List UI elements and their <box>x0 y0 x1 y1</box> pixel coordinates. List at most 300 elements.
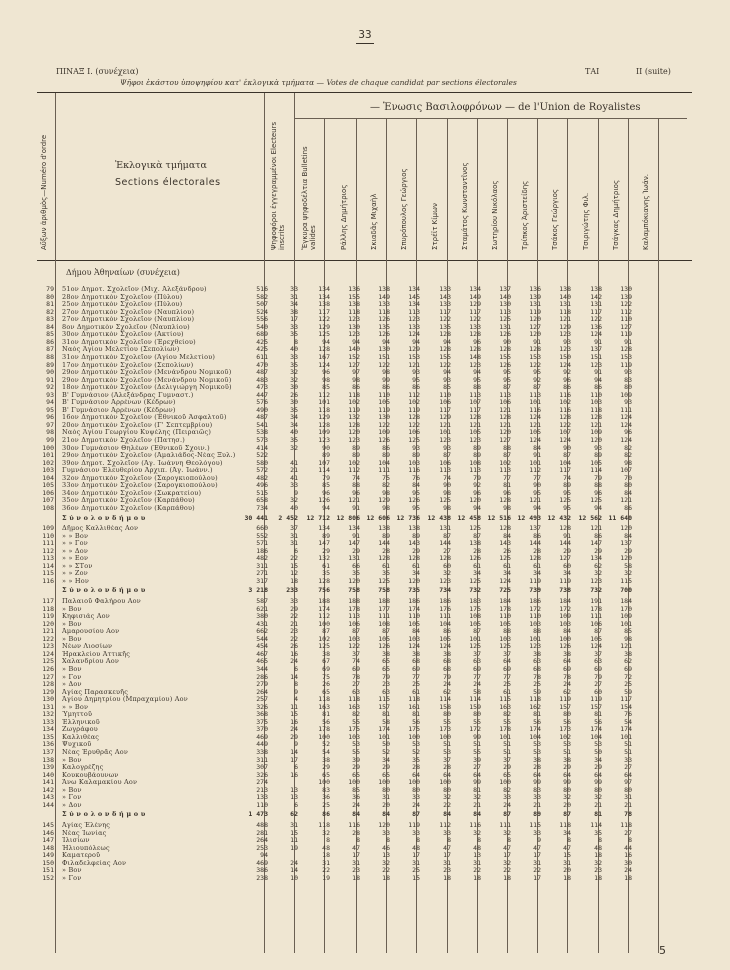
section-name: » » Δον <box>62 547 89 555</box>
row-number: 138 <box>42 755 54 764</box>
candidate-header: Ράλλης Δημήτριος <box>340 184 348 250</box>
cell-value: 84 <box>533 443 541 452</box>
cell-value: 66 <box>352 561 360 570</box>
cell-value: 758 <box>378 586 390 595</box>
cell-value: 48 <box>322 843 330 852</box>
table-top-rule <box>37 92 692 93</box>
cell-value: 34 <box>412 569 420 578</box>
cell-value: 40 <box>290 503 298 512</box>
cell-value: 118 <box>590 405 602 414</box>
cell-value: 21 <box>290 619 298 628</box>
row-number: 106 <box>42 488 54 497</box>
cell-value: 580 <box>256 458 268 467</box>
row-number: 144 <box>42 800 54 809</box>
cell-value: 121 <box>590 420 602 429</box>
cell-value: 6 <box>294 546 298 555</box>
cell-value: 140 <box>348 345 360 354</box>
cell-value: 176 <box>439 604 451 613</box>
cell-value: 27 <box>624 828 632 837</box>
cell-value: 118 <box>559 820 571 829</box>
section-name: Ἀγίας Ἐλένης <box>62 821 111 829</box>
cell-value: 116 <box>469 820 481 829</box>
cell-value: 127 <box>348 360 360 369</box>
cell-value: 116 <box>559 390 571 399</box>
cell-value: 138 <box>590 285 602 293</box>
cell-value: 12 562 <box>578 513 602 522</box>
row-number: 141 <box>42 778 54 787</box>
cell-value: 538 <box>256 428 268 437</box>
cell-value: 95 <box>563 488 571 497</box>
row-number: 89 <box>46 360 54 369</box>
cell-value: 78 <box>624 810 632 819</box>
cell-value: 95 <box>412 488 420 497</box>
cell-value: 52 <box>322 740 330 749</box>
row-number: 101 <box>42 451 54 460</box>
cell-value: 13 <box>290 785 298 794</box>
cell-value: 68 <box>443 664 451 673</box>
cell-value: 129 <box>378 496 390 505</box>
cell-value: 6 <box>294 800 298 809</box>
cell-value: 135 <box>378 322 390 331</box>
cell-value: 65 <box>382 657 390 666</box>
cell-value: 725 <box>499 586 511 595</box>
cell-value: 515 <box>256 488 268 497</box>
cell-value: 127 <box>529 322 541 331</box>
cell-value: 149 <box>378 292 390 301</box>
cell-value: 496 <box>256 481 268 490</box>
cell-value: 54 <box>624 717 632 726</box>
cell-value: 86 <box>412 383 420 392</box>
cell-value: 87 <box>563 810 571 819</box>
section-name: Καλογρέζης <box>62 764 104 772</box>
cell-value: 96 <box>473 337 481 346</box>
cell-value: 24 <box>443 680 451 689</box>
section-name: Ναὸς Ἁγίου Μελετίου (Σεπολίων) <box>62 346 180 354</box>
cell-value: 80 <box>624 481 632 490</box>
cell-value: 138 <box>408 524 420 533</box>
cell-value: 138 <box>469 539 481 548</box>
cell-value: 121 <box>499 405 511 414</box>
cell-value: 23 <box>443 866 451 875</box>
cell-value: 467 <box>256 649 268 658</box>
cell-value: 36 <box>352 793 360 802</box>
cell-value: 82 <box>624 451 632 460</box>
cell-value: 18 <box>443 873 451 882</box>
cell-value: 68 <box>533 664 541 673</box>
cell-value: 117 <box>590 307 602 316</box>
cell-value: 178 <box>318 725 330 734</box>
cell-value: 93 <box>443 375 451 384</box>
cell-value: 20 <box>382 800 390 809</box>
cell-value: 95 <box>503 368 511 377</box>
cell-value: 120 <box>469 496 481 505</box>
cell-value: 172 <box>559 604 571 613</box>
cell-value: 140 <box>559 292 571 301</box>
table-row <box>0 794 730 802</box>
cell-value: 157 <box>378 702 390 711</box>
cell-value: 91 <box>563 531 571 540</box>
cell-value: 121 <box>439 420 451 429</box>
cell-value: 87 <box>352 627 360 636</box>
cell-value: 64 <box>594 770 602 779</box>
cell-value: 60 <box>594 687 602 696</box>
cell-value: 188 <box>348 597 360 605</box>
table-row <box>0 837 730 845</box>
cell-value: 54 <box>322 748 330 756</box>
cell-value: 110 <box>529 612 541 621</box>
cell-value: 17 <box>443 851 451 860</box>
section-name: Ἐλληνικοῦ <box>62 718 100 726</box>
cell-value: 524 <box>256 307 268 316</box>
cell-value: 32 <box>322 828 330 837</box>
cell-value: 38 <box>563 649 571 658</box>
row-number: 122 <box>42 634 54 643</box>
col-head-sections-fr: Sections électorales <box>115 177 221 188</box>
header-left: ΠΙΝΑΞ I. (συνέχεια) <box>56 67 139 76</box>
cell-value: 36 <box>322 793 330 802</box>
cell-value: 81 <box>503 481 511 490</box>
cell-value: 119 <box>559 576 571 585</box>
cell-value: 38 <box>290 307 298 316</box>
section-name: » » Βον <box>62 703 89 711</box>
cell-value: 93 <box>443 443 451 452</box>
cell-value: 105 <box>590 458 602 467</box>
cell-value: 130 <box>378 345 390 354</box>
row-number: 94 <box>46 398 54 407</box>
section-name: Ἀγίας Παρασκευῆς <box>62 688 129 696</box>
table-row <box>0 666 730 674</box>
cell-value: 24 <box>473 680 481 689</box>
cell-value: 35 <box>352 569 360 578</box>
cell-value: 105 <box>378 634 390 643</box>
cell-value: 38 <box>322 649 330 658</box>
cell-value: 53 <box>443 748 451 756</box>
cell-value: 174 <box>620 725 632 734</box>
row-number: 121 <box>42 627 54 636</box>
cell-value: 122 <box>318 315 330 324</box>
cell-value: 110 <box>620 315 632 324</box>
cell-value: 122 <box>469 315 481 324</box>
cell-value: 10 <box>290 873 298 882</box>
row-number: 96 <box>46 413 54 422</box>
cell-value: 29 <box>503 763 511 772</box>
cell-value: 122 <box>348 642 360 651</box>
cell-value: 23 <box>352 866 360 875</box>
cell-value: 14 <box>290 672 298 681</box>
cell-value: 84 <box>503 531 511 540</box>
cell-value: 18 <box>322 851 330 860</box>
cell-value: 47 <box>352 843 360 852</box>
row-number: 95 <box>46 405 54 414</box>
cell-value: 22 <box>290 554 298 563</box>
cell-value: 123 <box>590 576 602 585</box>
cell-value: 33 <box>290 481 298 490</box>
cell-value: 32 <box>624 569 632 578</box>
row-number: 127 <box>42 672 54 681</box>
cell-value: 311 <box>256 755 268 764</box>
cell-value: 99 <box>563 778 571 787</box>
section-name: » » Βον <box>62 532 89 540</box>
cell-value: 138 <box>559 285 571 293</box>
table-row <box>0 422 730 430</box>
cell-value: 80 <box>382 785 390 794</box>
cell-value: 34 <box>382 755 390 764</box>
cell-value: 79 <box>443 672 451 681</box>
cell-value: 53 <box>412 740 420 749</box>
cell-value: 128 <box>499 496 511 505</box>
cell-value: 31 <box>412 858 420 867</box>
cell-value: 105 <box>469 428 481 437</box>
cell-value: 15 <box>290 561 298 570</box>
cell-value: 449 <box>256 740 268 749</box>
table-row <box>0 734 730 742</box>
cell-value: 126 <box>378 642 390 651</box>
cell-value: 8 <box>507 836 511 845</box>
cell-value: 120 <box>499 428 511 437</box>
cell-value: 103 <box>559 619 571 628</box>
row-number: 150 <box>42 858 54 867</box>
section-name: » Γον <box>62 874 82 882</box>
cell-value: 28 <box>533 763 541 772</box>
cell-value: 133 <box>408 322 420 331</box>
row-number: 149 <box>42 851 54 860</box>
cell-value: 77 <box>503 672 511 681</box>
cell-value: 29 <box>352 763 360 772</box>
cell-value: 127 <box>559 554 571 563</box>
cell-value: 124 <box>408 642 420 651</box>
cell-value: 170 <box>620 604 632 613</box>
row-number: 82 <box>46 307 54 316</box>
table-row <box>0 377 730 385</box>
cell-value: 124 <box>318 360 330 369</box>
cell-value: 38 <box>563 755 571 764</box>
cell-value: 111 <box>499 820 511 829</box>
section-name: » » Γον <box>62 540 88 548</box>
cell-value: 734 <box>439 586 451 595</box>
cell-value: 29 <box>322 763 330 772</box>
table-row <box>0 845 730 853</box>
cell-value: 99 <box>473 778 481 787</box>
cell-value: 157 <box>590 702 602 711</box>
cell-value: 40 <box>290 428 298 437</box>
cell-value: 143 <box>499 539 511 548</box>
cell-value: 16 <box>290 770 298 779</box>
cell-value: 24 <box>290 858 298 867</box>
cell-value: 22 <box>382 866 390 875</box>
cell-value: 98 <box>443 488 451 497</box>
cell-value: 110 <box>499 612 511 621</box>
cell-value: 115 <box>499 695 511 704</box>
cell-value: 38 <box>624 649 632 658</box>
cell-value: 174 <box>590 725 602 734</box>
cell-value: 94 <box>382 337 390 346</box>
row-number: 103 <box>42 466 54 475</box>
cell-value: 133 <box>469 322 481 331</box>
cell-value: 12 432 <box>547 513 571 522</box>
cell-value: 125 <box>318 642 330 651</box>
row-number: 145 <box>42 820 54 829</box>
table-row <box>0 467 730 475</box>
cell-value: 118 <box>529 695 541 704</box>
section-name: » Γον <box>62 673 82 681</box>
cell-value: 87 <box>503 451 511 460</box>
cell-value: 81 <box>412 710 420 719</box>
cell-value: 35 <box>290 436 298 444</box>
cell-value: 100 <box>348 778 360 787</box>
cell-value: 122 <box>378 420 390 429</box>
table-row <box>0 525 730 533</box>
row-number: 91 <box>46 375 54 384</box>
cell-value: 128 <box>318 345 330 354</box>
cell-value: 111 <box>378 466 390 475</box>
cell-value: 102 <box>559 732 571 741</box>
cell-value: 143 <box>439 292 451 301</box>
section-name: » » Εον <box>62 555 89 563</box>
cell-value: 576 <box>256 398 268 407</box>
cell-value: 85 <box>322 383 330 392</box>
cell-value: 21 <box>533 800 541 809</box>
cell-value: 19 <box>322 873 330 882</box>
row-number: 151 <box>42 866 54 875</box>
cell-value: 91 <box>594 337 602 346</box>
cell-value: 51 <box>503 748 511 756</box>
row-number: 126 <box>42 664 54 673</box>
cell-value: 103 <box>529 619 541 628</box>
cell-value: 69 <box>322 664 330 673</box>
cell-value: 87 <box>443 451 451 460</box>
cell-value: 28 <box>533 546 541 555</box>
cell-value: 33 <box>443 828 451 837</box>
row-number: 98 <box>46 428 54 437</box>
page-number: 33 <box>358 28 372 41</box>
cell-value: 144 <box>529 539 541 548</box>
cell-value: 95 <box>533 368 541 377</box>
cell-value: 12 516 <box>487 513 511 522</box>
cell-value: 128 <box>439 554 451 563</box>
cell-value: 4 <box>294 695 298 704</box>
cell-value: 69 <box>473 664 481 673</box>
cell-value: 107 <box>559 428 571 437</box>
cell-value: 33 <box>290 597 298 605</box>
cell-value: 117 <box>439 307 451 316</box>
cell-value: 30 <box>290 383 298 392</box>
cell-value: 6 <box>294 763 298 772</box>
cell-value: 56 <box>594 717 602 726</box>
cell-value: 111 <box>439 612 451 621</box>
row-number: 134 <box>42 725 54 734</box>
cell-value: 128 <box>590 413 602 422</box>
row-number: 129 <box>42 687 54 696</box>
cell-value: 184 <box>499 597 511 605</box>
cell-value: 174 <box>378 725 390 734</box>
cell-value: 487 <box>256 368 268 377</box>
cell-value: 133 <box>378 300 390 309</box>
cell-value: 93 <box>624 398 632 407</box>
cell-value: 100 <box>318 732 330 741</box>
cell-value: 51 <box>443 740 451 749</box>
cell-value: 78 <box>533 672 541 681</box>
row-number: 104 <box>42 473 54 482</box>
row-number: 99 <box>46 436 54 444</box>
cell-value: 144 <box>439 539 451 548</box>
cell-value: 32 <box>594 793 602 802</box>
cell-value: 123 <box>529 642 541 651</box>
cell-value: 18 <box>624 873 632 882</box>
cell-value: 24 <box>290 725 298 734</box>
cell-value: 47 <box>443 843 451 852</box>
cell-value: 38 <box>533 755 541 764</box>
cell-value: 29 <box>594 546 602 555</box>
cell-value: 30 <box>624 858 632 867</box>
table-row <box>0 578 730 586</box>
cell-value: 12 712 <box>306 513 330 522</box>
cell-value: 122 <box>378 360 390 369</box>
cell-value: 183 <box>469 597 481 605</box>
cell-value: 69 <box>503 664 511 673</box>
cell-value: 127 <box>620 322 632 331</box>
cell-value: 9 <box>294 740 298 749</box>
cell-value: 34 <box>594 755 602 764</box>
cell-value: 69 <box>624 664 632 673</box>
section-name: 36ον Δημοτικὸν Σχολεῖον (Καρπάθου) <box>62 504 195 512</box>
cell-value: 91 <box>533 337 541 346</box>
cell-value: 24 <box>290 657 298 666</box>
cell-value: 163 <box>318 702 330 711</box>
cell-value: 79 <box>594 672 602 681</box>
cell-value: 48 <box>412 843 420 852</box>
row-number: 130 <box>42 695 54 704</box>
cell-value: 175 <box>408 725 420 734</box>
cell-value: 35 <box>290 330 298 339</box>
cell-value: 111 <box>378 612 390 621</box>
cell-value: 117 <box>318 307 330 316</box>
row-number: 118 <box>42 604 54 613</box>
cell-value: 544 <box>256 634 268 643</box>
cell-value: 128 <box>529 345 541 354</box>
cell-value: 24 <box>412 800 420 809</box>
cell-value: 178 <box>499 725 511 734</box>
cell-value: 32 <box>473 793 481 802</box>
cell-value: 94 <box>594 375 602 384</box>
cell-value: 487 <box>256 413 268 422</box>
cell-value: 137 <box>590 345 602 354</box>
cell-value: 100 <box>318 619 330 628</box>
cell-value: 75 <box>322 672 330 681</box>
cell-value: 29 <box>594 763 602 772</box>
cell-value: 50 <box>594 748 602 756</box>
cell-value: 307 <box>256 763 268 772</box>
cell-value: 63 <box>382 687 390 696</box>
cell-value: 97 <box>352 368 360 377</box>
cell-value: 116 <box>559 405 571 414</box>
cell-value: 108 <box>469 458 481 467</box>
cell-value: 84 <box>352 810 360 819</box>
cell-value: 118 <box>348 307 360 316</box>
cell-value: 59 <box>533 687 541 696</box>
cell-value: 60 <box>563 561 571 570</box>
row-number: 148 <box>42 843 54 852</box>
candidate-header: Σπυρόπουλος Γεώργιος <box>400 168 409 250</box>
cell-value: 65 <box>503 770 511 779</box>
cell-value: 129 <box>408 345 420 354</box>
cell-value: 91 <box>624 337 632 346</box>
cell-value: 88 <box>473 383 481 392</box>
cell-value: 264 <box>256 836 268 845</box>
col-head-sections-gr: Ἐκλογικὰ τμήματα <box>115 160 207 171</box>
cell-value: 117 <box>620 695 632 704</box>
row-number: 116 <box>42 576 54 585</box>
row-number: 117 <box>42 597 54 605</box>
